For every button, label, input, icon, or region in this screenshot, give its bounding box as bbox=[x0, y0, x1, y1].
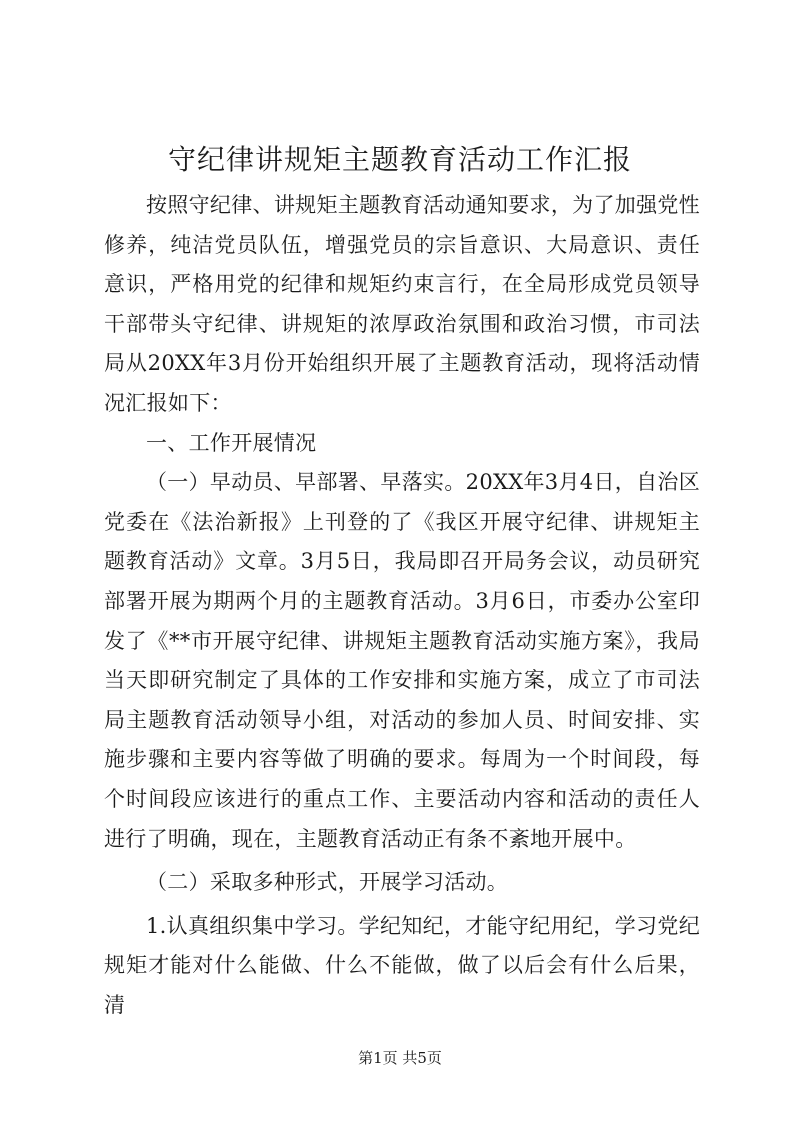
subsection-heading: （二）采取多种形式，开展学习活动。 bbox=[146, 870, 509, 895]
document-body bbox=[104, 186, 700, 1025]
page-number-footer: 第1页 共5页 bbox=[358, 1049, 442, 1067]
subsection-paragraph: （一）早动员、早部署、早落实。20XX年3月4日，自治区党委在《法治新报》上刊登的了《我区开展守纪律、讲规矩主题教育活动》文章。3月5日，我局即召开局务会议，动员研究部署开展为期两个月的主题教育活动。3月6日，市委办公室印发了《**市开展守纪律、讲规矩主题教育活动实施方案》，我局当天即研究制定了具体的工作安排和实施方案，成立了市司法局主题教育活动领导小组，对活动的参加人员、时间安排、实施步骤和主要内容等做了明确的要求。每周为一个时间段，每个时间段应该进行的重点工作、主要活动内容和活动的责任人进行了明确，现在，主题教育活动正有条不紊地开展中。 bbox=[104, 470, 700, 851]
study-paragraph: 1.认真组织集中学习。学纪知纪，才能守纪用纪，学习党纪规矩才能对什么能做、什么不能做，做了以后会有什么后果，清 bbox=[104, 913, 700, 1017]
intro-paragraph: 按照守纪律、讲规矩主题教育活动通知要求，为了加强党性修养，纯洁党员队伍，增强党员的宗旨意识、大局意识、责任意识，严格用党的纪律和规矩约束言行，在全局形成党员领导干部带头守纪律、讲规矩的浓厚政治氛围和政治习惯，市司法局从20XX年3月份开始组织开展了主题教育活动，现将活动情况汇报如下： bbox=[104, 193, 700, 415]
section-heading: 一、工作开展情况 bbox=[146, 430, 317, 455]
document-title: 守纪律讲规矩主题教育活动工作汇报 bbox=[167, 143, 632, 176]
